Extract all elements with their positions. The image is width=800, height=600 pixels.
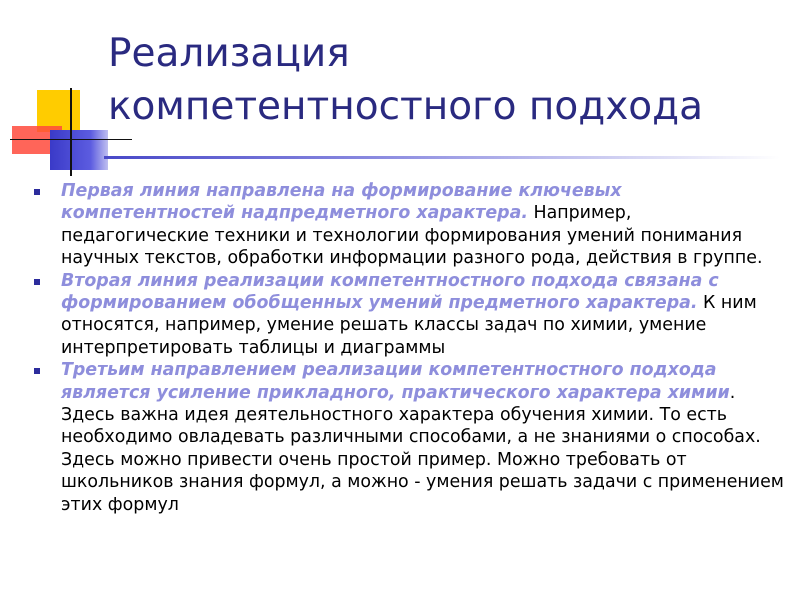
blue-square-decoration	[50, 130, 108, 170]
bullet-item	[34, 359, 784, 516]
bullet-emphasis: Третьим направлением реализации компетентностного подхода является усиление прикладного, практического характера химии	[61, 360, 730, 403]
square-bullet-icon	[34, 368, 40, 374]
bullet-emphasis: Вторая линия реализации компетентностного подхода связана с формированием обобщенных умений предметного характера.	[61, 270, 719, 314]
bullet-item	[34, 180, 784, 270]
title-line-2: компетентностного подхода	[108, 83, 704, 129]
slide-title	[108, 28, 788, 133]
bullet-list	[34, 180, 784, 516]
square-bullet-icon	[34, 279, 40, 285]
bullet-text: К ним относятся, например, умение решать классы задач по химии, умение интерпретировать таблицы и диаграммы	[61, 293, 757, 358]
bullet-text: Например, педагогические техники и технологии формирования умений понимания научных текстов, обработки информации разного рода, действия в группе.	[61, 203, 763, 269]
horizontal-line-decoration	[10, 139, 132, 140]
bullet-text: . Здесь важна идея деятельностного характера обучения химии. То есть необходимо овладевать различными способами, а не знаниями о способах. Здесь можно привести очень простой пример. Можно требовать от школьников знания формул, а можно - умения решать задачи с применением этих формул	[61, 382, 784, 515]
bullet-emphasis: Первая линия направлена на формирование ключевых компетентностей надпредметного характера.	[61, 181, 622, 224]
title-underline	[104, 156, 780, 159]
square-bullet-icon	[34, 189, 40, 195]
bullet-item	[34, 270, 784, 360]
vertical-line-decoration	[70, 88, 72, 176]
title-line-1: Реализация	[108, 31, 350, 76]
